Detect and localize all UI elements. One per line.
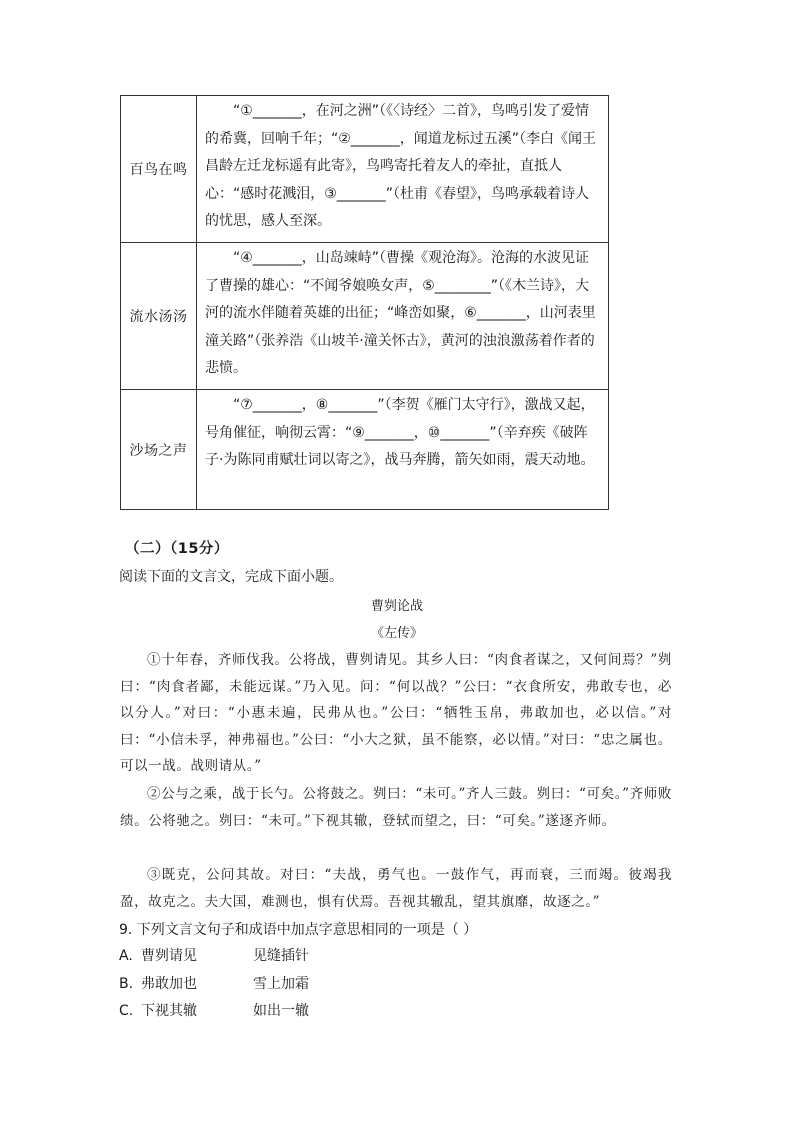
article-source: 《左传》 [370, 626, 423, 641]
option-idiom: 如出一辙 [253, 1003, 309, 1019]
option-b[interactable] [119, 973, 309, 997]
table-row [121, 243, 609, 390]
content-cell: “④_______，山岛竦峙”（曹操《观沧海》。沧海的水波见证了曹操的雄心：“不闻爷娘唤女声，⑤________”（《木兰诗》，大河的流水伴随着英雄的出征；“峰峦如聚，⑥_______，山河表里潼关路”（张养浩《山坡羊·潼关怀古》，黄河的浊浪激荡着作者的悲愤。 [197, 243, 609, 390]
option-sentence: 曹刿请见 [141, 948, 197, 964]
content-cell: “⑦_______，⑧_______”（李贺《雁门太守行》，激战又起，号角催征，响彻云霄：“⑨_______，⑩_______”（辛弃疾《破阵子·为陈同甫赋壮词以寄之》，战马奔腾，箭矢如雨，震天动地。 [197, 390, 609, 510]
category-cell: 百鸟在鸣 [121, 96, 197, 243]
option-letter: B. [119, 976, 134, 992]
section-instruction: 阅读下面的文言文，完成下面小题。 [119, 569, 343, 585]
article-paragraph: ③既克，公问其故。对曰：“夫战，勇气也。一鼓作气，再而衰，三而竭。彼竭我盈，故克之。夫大国，难测也，惧有伏焉。吾视其辙乱，望其旗靡，故逐之。” [120, 867, 672, 910]
option-a[interactable] [119, 945, 309, 969]
section-heading: （二）（15分） [125, 541, 229, 557]
category-cell: 沙场之声 [121, 390, 197, 510]
article-paragraph: ①十年春，齐师伐我。公将战，曹刿请见。其乡人曰：“肉食者谋之，又何间焉？”刿曰：“肉食者鄙，未能远谋。”乃入见。问：“何以战？”公曰：“衣食所安，弗敢专也，必以分人。”对曰：“小惠未遍，民弗从也。”公曰：“牺牲玉帛，弗敢加也，必以信。”对曰：“小信未孚，神弗福也。”公曰：“小大之狱，虽不能察，必以情。”对曰：“忠之属也。可以一战。战则请从。” [120, 652, 672, 775]
option-c[interactable] [119, 1000, 309, 1024]
option-sentence: 弗敢加也 [141, 976, 197, 992]
option-letter: C. [119, 1003, 134, 1019]
table-row [121, 96, 609, 243]
question-stem: 9. 下列文言文句子和成语中加点字意思相同的一项是（ ） [119, 922, 478, 938]
option-idiom: 雪上加霜 [253, 976, 309, 992]
option-letter: A. [119, 948, 133, 964]
content-cell: “①_______，在河之洲”（《〈诗经〉二首》，鸟鸣引发了爱情的希冀，回响千年；“②_______，闻道龙标过五溪”（李白《闻王昌龄左迁龙标遥有此寄》，鸟鸣寄托着友人的牵扯，直抵人心：“感时花溅泪，③_______”（杜甫《春望》，鸟鸣承载着诗人的忧思，感人至深。 [197, 96, 609, 243]
poetry-theme-table [120, 95, 609, 510]
article-title: 曹刿论战 [370, 599, 423, 614]
table-row [121, 390, 609, 510]
option-idiom: 见缝插针 [253, 948, 309, 964]
article-paragraph: ②公与之乘，战于长勺。公将鼓之。刿曰：“未可。”齐人三鼓。刿曰：“可矣。”齐师败绩。公将驰之。刿曰：“未可。”下视其辙，登轼而望之，曰：“可矣。”遂逐齐师。 [120, 786, 672, 829]
category-cell: 流水汤汤 [121, 243, 197, 390]
option-sentence: 下视其辙 [141, 1003, 197, 1019]
